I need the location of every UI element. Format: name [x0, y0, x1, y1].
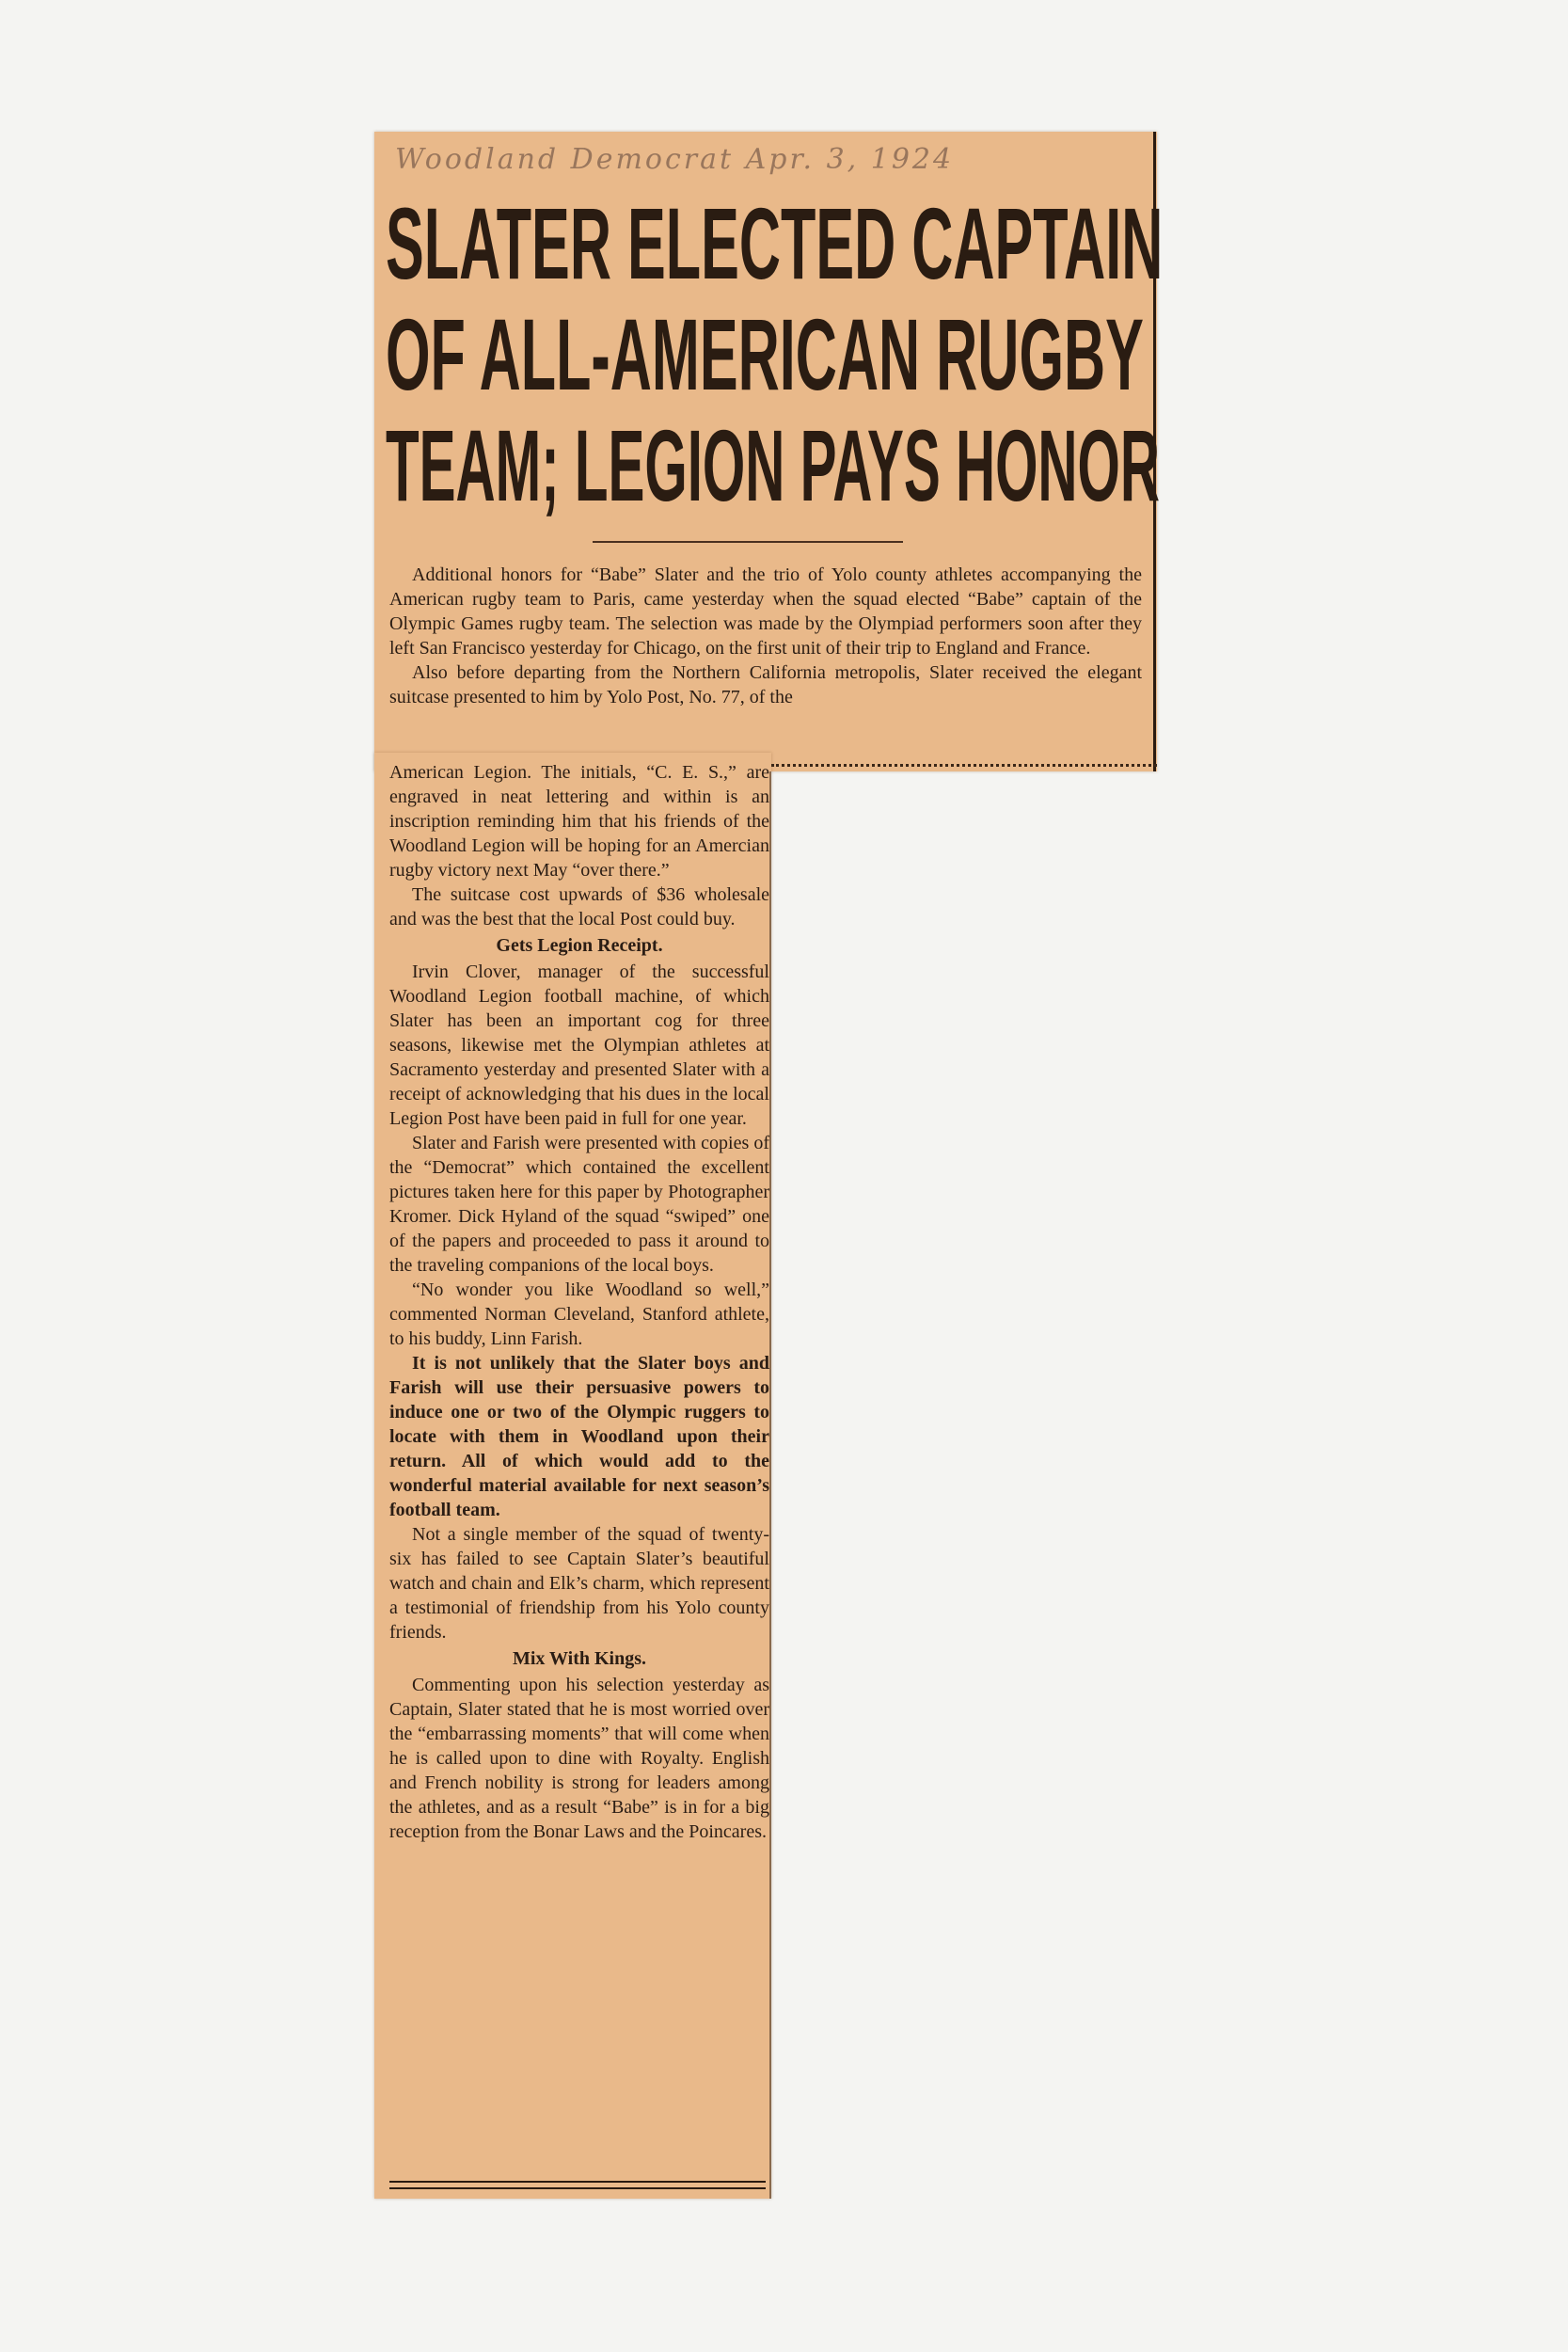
paragraph-4: Irvin Clover, manager of the successful Woodland Legion football machine, of which Slater has been an important cog for three seasons, likewise met the Olympian athletes at Sacramento yesterday and presented Slater with a receipt of acknowledging that his dues in the local Legion Post have been paid in full for one year.: [389, 961, 769, 1129]
column-right-edge: [769, 771, 771, 2199]
paragraph-6: “No wonder you like Woodland so well,” commented Norman Cleveland, Stanford athlete, to his buddy, Linn Farish.: [389, 1279, 769, 1349]
article-wide-text: [389, 563, 1142, 709]
paragraph-8: Not a single member of the squad of twenty-six has failed to see Captain Slater’s beautiful watch and chain and Elk’s charm, which represent a testimonial of friendship from his Yolo county friends.: [389, 1524, 769, 1643]
headline-line-3: TEAM; LEGION PAYS HONOR: [386, 408, 1161, 522]
paragraph-1: Additional honors for “Babe” Slater and the trio of Yolo county athletes accompanying the American rugby team to Paris, came yesterday when the squad elected “Babe” captain of the Olympic Games rugby team. The selection was made by the Olympiad performers soon after they left San Francisco yesterday for Chicago, on the first unit of their trip to England and France.: [389, 564, 1142, 659]
headline-rule: [593, 541, 903, 543]
headline-line-2: OF ALL-AMERICAN RUGBY: [386, 297, 1144, 411]
subheading-mix-with-kings: Mix With Kings.: [512, 1648, 647, 1669]
handwritten-date-note: Woodland Democrat Apr. 3, 1924: [395, 143, 955, 176]
footer-double-rule: [389, 2181, 766, 2189]
paragraph-3: The suitcase cost upwards of $36 wholesale and was the best that the local Post could buy.: [389, 884, 769, 930]
paragraph-9: Commenting upon his selection yesterday as Captain, Slater stated that he is most worried over the “embarrassing moments” that will come when he is called upon to dine with Royalty. English and French nobility is strong for leaders among the athletes, and as a result “Babe” is in for a big reception from the Bonar Laws and the Poincares.: [389, 1675, 769, 1842]
dotted-divider: [771, 764, 1157, 771]
headline: [386, 186, 1164, 522]
article-column-text: [389, 760, 769, 1844]
headline-line-1: SLATER ELECTED CAPTAIN: [386, 186, 1164, 300]
paragraph-2-continued: American Legion. The initials, “C. E. S.,” are engraved in neat lettering and within is an inscription reminding him that his friends of the Woodland Legion will be hoping for an Amercian rugby victory next May “over there.”: [389, 762, 769, 881]
paragraph-7: It is not unlikely that the Slater boys and Farish will use their persuasive powers to induce one or two of the Olympic ruggers to locate with them in Woodland upon their return. All of which would add to the wonderful material available for next season’s football team.: [389, 1353, 769, 1520]
paragraph-2-start: Also before departing from the Northern California metropolis, Slater received the elegant suitcase presented to him by Yolo Post, No. 77, of the: [389, 662, 1142, 707]
subheading-gets-legion-receipt: Gets Legion Receipt.: [496, 935, 663, 956]
paragraph-5: Slater and Farish were presented with copies of the “Democrat” which contained the excellent pictures taken here for this paper by Photographer Kromer. Dick Hyland of the squad “swiped” one of the papers and proceeded to pass it around to the traveling companions of the local boys.: [389, 1133, 769, 1276]
